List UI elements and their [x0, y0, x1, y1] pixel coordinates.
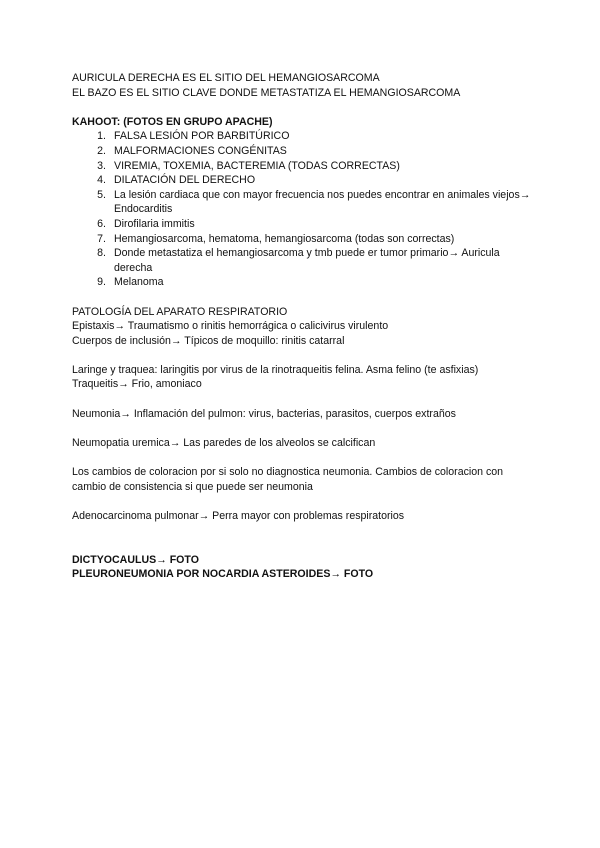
list-item: [72, 217, 532, 232]
adenocarcinoma-line: Adenocarcinoma pulmonar→ Perra mayor con problemas respiratorios: [72, 509, 405, 522]
list-number: 2.: [97, 144, 106, 157]
list-number: 3.: [97, 159, 106, 172]
list-text: Dirofilaria immitis: [114, 217, 195, 230]
dictyocaulus-line: DICTYOCAULUS→ FOTO: [72, 553, 199, 566]
list-number: 4.: [97, 174, 106, 187]
list-number: 9.: [97, 276, 106, 289]
kahoot-list: [72, 129, 532, 290]
list-text: La lesión cardiaca que con mayor frecuencia nos puedes encontrar en animales viejos→ Endocarditis: [114, 188, 531, 216]
list-item: [72, 232, 532, 247]
list-text: VIREMIA, TOXEMIA, BACTEREMIA (TODAS CORRECTAS): [114, 159, 400, 172]
list-item: [72, 159, 532, 174]
list-item: [72, 129, 532, 144]
list-text: Hemangiosarcoma, hematoma, hemangiosarcoma (todas son correctas): [114, 232, 455, 245]
respiratorio-title: PATOLOGÍA DEL APARATO RESPIRATORIO: [72, 305, 288, 318]
list-text: Melanoma: [114, 276, 164, 289]
kahoot-title: KAHOOT: (FOTOS EN GRUPO APACHE): [72, 115, 273, 128]
list-item: [72, 144, 532, 159]
pleuroneumonia-line: PLEURONEUMONIA POR NOCARDIA ASTEROIDES→ FOTO: [72, 568, 374, 581]
header-line-2: EL BAZO ES EL SITIO CLAVE DONDE METASTATIZA EL HEMANGIOSARCOMA: [72, 86, 461, 99]
cambios-paragraph: Los cambios de coloracion por si solo no diagnostica neumonia. Cambios de coloracion con cambio de consistencia si que puede ser neumonia: [72, 466, 504, 493]
list-number: 6.: [97, 217, 106, 230]
neumopatia-line: Neumopatia uremica→ Las paredes de los alveolos se calcifican: [72, 436, 376, 449]
header-line-1: AURICULA DERECHA ES EL SITIO DEL HEMANGIOSARCOMA: [72, 72, 380, 84]
list-text: DILATACIÓN DEL DERECHO: [114, 174, 256, 187]
list-text: FALSA LESIÓN POR BARBITÚRICO: [114, 130, 290, 143]
cuerpos-line: Cuerpos de inclusión→ Típicos de moquillo: rinitis catarral: [72, 334, 345, 347]
list-item: [72, 275, 532, 290]
list-item: [72, 246, 532, 275]
laringe-line: Laringe y traquea: laringitis por virus de la rinotraqueitis felina. Asma felino (te asfixias): [72, 363, 479, 376]
list-item: [72, 188, 532, 217]
document-body: [72, 71, 532, 582]
list-number: 5.: [97, 188, 106, 201]
list-item: [72, 173, 532, 188]
list-number: 7.: [97, 232, 106, 245]
neumonia-line: Neumonia→ Inflamación del pulmon: virus, bacterias, parasitos, cuerpos extraños: [72, 407, 456, 420]
list-number: 8.: [97, 247, 106, 260]
epistaxis-line: Epistaxis→ Traumatismo o rinitis hemorrágica o calicivirus virulento: [72, 320, 389, 333]
list-text: Donde metastatiza el hemangiosarcoma y tmb puede er tumor primario→ Auricula derecha: [114, 247, 500, 274]
traqueitis-line: Traqueitis→ Frio, amoniaco: [72, 378, 202, 391]
list-text: MALFORMACIONES CONGÉNITAS: [114, 144, 287, 157]
list-number: 1.: [97, 130, 106, 143]
